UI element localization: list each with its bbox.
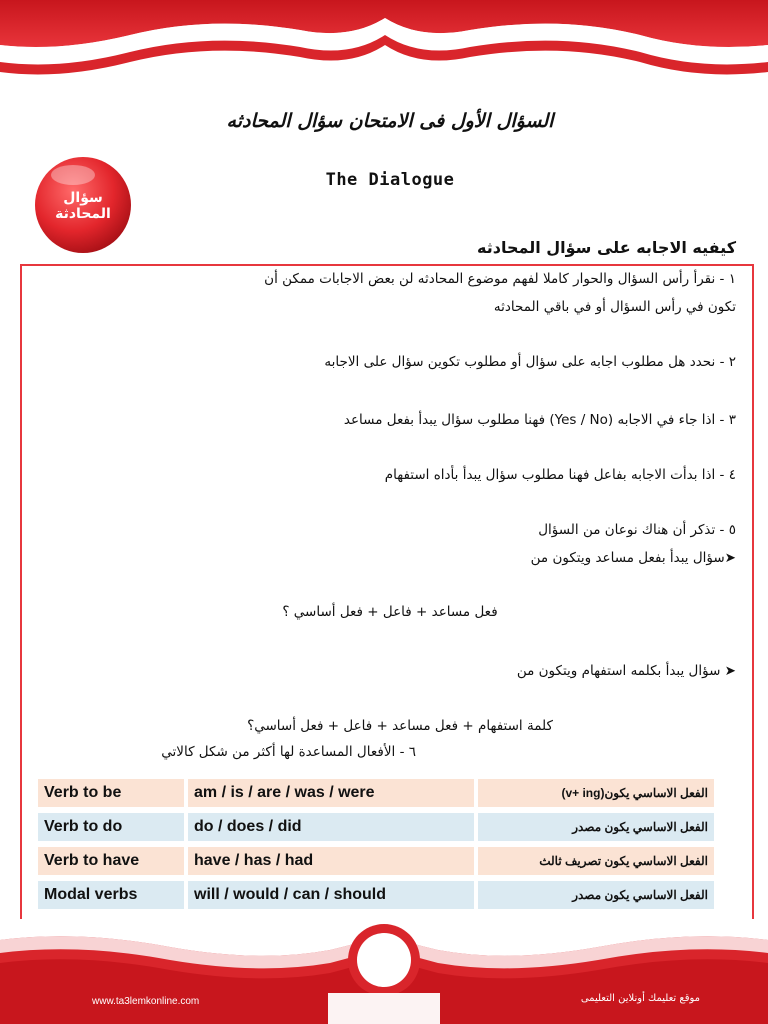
rule-cell: الفعل الاساسي يكون(v+ ing) (478, 779, 714, 807)
table-row (38, 847, 714, 875)
step-5: ٥ - تذكر أن هناك نوعان من السؤال (538, 522, 736, 538)
step-4: ٤ - اذا بدأت الاجابه بفاعل فهنا مطلوب سؤال يبدأ بأداه استفهام (384, 467, 736, 483)
step-1-line-1: ١ - نقرأ رأس السؤال والحوار كاملا لفهم موضوع المحادثه لن بعض الاجابات ممكن أن (264, 271, 736, 287)
rule-cell: الفعل الاساسي يكون تصريف ثالث (478, 847, 714, 875)
forms-cell: have / has / had (188, 847, 474, 875)
footer-site-name: موقع تعليمك أونلاين التعليمى (580, 993, 700, 1004)
step-5b: ➤ سؤال يبدأ بكلمه استفهام ويتكون من (516, 663, 736, 679)
rule-cell: الفعل الاساسي يكون مصدر (478, 813, 714, 841)
page-title-arabic: السؤال الأول فى الامتحان سؤال المحادثه (226, 110, 554, 132)
step-1-line-2: تكون في رأس السؤال أو في باقي المحادثه (493, 299, 736, 315)
table-row (38, 881, 714, 909)
table-row (38, 813, 714, 841)
verb-cell: Verb to do (38, 813, 184, 841)
step-5a-formula: فعل مساعد + فاعل + فعل أساسي ؟ (282, 604, 498, 620)
page-title-english: The Dialogue (325, 170, 455, 190)
auxiliary-verbs-table (34, 773, 718, 915)
forms-cell: will / would / can / should (188, 881, 474, 909)
forms-cell: am / is / are / was / were (188, 779, 474, 807)
table-row (38, 779, 714, 807)
section-heading: كيفيه الاجابه على سؤال المحادثه (477, 238, 736, 257)
step-2: ٢ - نحدد هل مطلوب اجابه على سؤال أو مطلوب تكوين سؤال على الاجابه (324, 354, 736, 370)
step-5a: ➤سؤال يبدأ بفعل مساعد ويتكون من (530, 550, 736, 566)
footer-website-url[interactable]: www.ta3lemkonline.com (92, 996, 200, 1007)
verb-cell: Verb to be (38, 779, 184, 807)
verb-cell: Verb to have (38, 847, 184, 875)
rule-cell: الفعل الاساسي يكون مصدر (478, 881, 714, 909)
verb-cell: Modal verbs (38, 881, 184, 909)
badge-label: سؤال المحادثة (55, 190, 111, 222)
step-3: ٣ - اذا جاء في الاجابه (Yes / No) فهنا مطلوب سؤال يبدأ بفعل مساعد (343, 412, 736, 428)
top-decorative-banner (0, 0, 768, 90)
bottom-decorative-banner (0, 915, 768, 1024)
forms-cell: do / does / did (188, 813, 474, 841)
step-6: ٦ - الأفعال المساعدة لها أكثر من شكل كالاتي (161, 744, 416, 760)
step-5b-formula: كلمة استفهام + فعل مساعد + فاعل + فعل أساسي؟ (247, 718, 553, 734)
